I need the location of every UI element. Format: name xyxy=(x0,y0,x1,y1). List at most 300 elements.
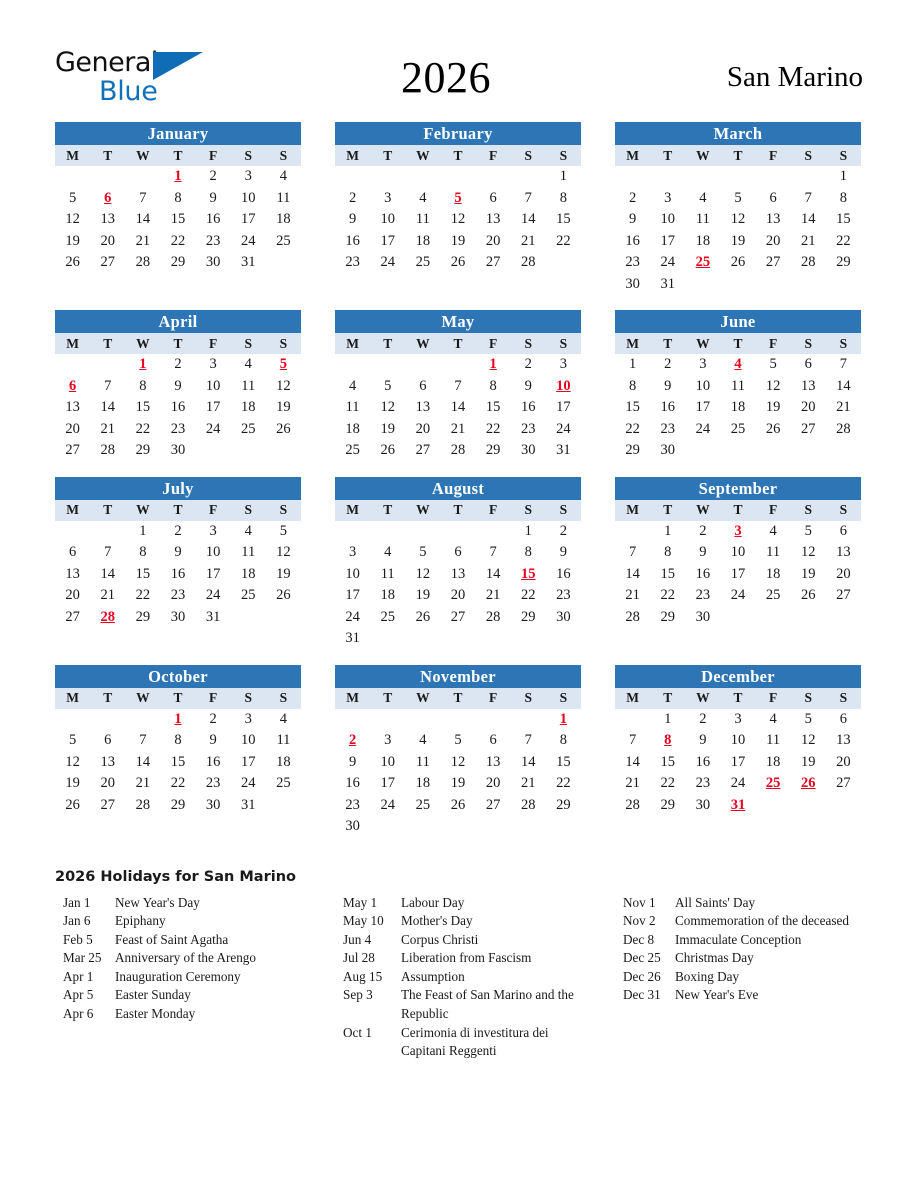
day-cell-holiday[interactable]: 5 xyxy=(279,356,288,373)
day-cell[interactable]: 4 xyxy=(419,732,427,749)
day-cell[interactable]: 23 xyxy=(205,232,221,249)
day-cell[interactable]: 7 xyxy=(524,732,532,749)
day-cell[interactable]: 2 xyxy=(524,356,532,373)
day-cell[interactable]: 26 xyxy=(765,420,781,437)
day-cell[interactable]: 14 xyxy=(625,565,640,582)
day-cell[interactable]: 11 xyxy=(415,211,430,228)
day-cell[interactable]: 19 xyxy=(380,420,395,437)
day-cell[interactable]: 18 xyxy=(241,399,256,416)
day-cell[interactable]: 13 xyxy=(100,211,115,228)
day-cell[interactable]: 5 xyxy=(804,710,812,727)
day-cell[interactable]: 30 xyxy=(625,275,640,292)
day-cell[interactable]: 2 xyxy=(348,189,357,206)
day-cell[interactable]: 14 xyxy=(485,565,501,582)
day-cell[interactable]: 3 xyxy=(348,544,357,561)
day-cell[interactable]: 4 xyxy=(769,710,777,727)
day-cell[interactable]: 17 xyxy=(730,565,746,582)
day-cell[interactable]: 10 xyxy=(380,211,395,228)
day-cell[interactable]: 20 xyxy=(65,420,80,437)
day-cell[interactable]: 7 xyxy=(628,544,637,561)
day-cell[interactable]: 7 xyxy=(104,377,112,394)
day-cell[interactable]: 29 xyxy=(660,608,675,625)
day-cell[interactable]: 4 xyxy=(419,189,427,206)
day-cell[interactable]: 9 xyxy=(209,732,217,749)
day-cell[interactable]: 28 xyxy=(100,442,115,459)
day-cell[interactable]: 5 xyxy=(279,522,288,539)
day-cell[interactable]: 27 xyxy=(65,608,80,625)
day-cell[interactable]: 7 xyxy=(628,732,637,749)
day-cell-holiday[interactable]: 15 xyxy=(521,565,536,582)
day-cell[interactable]: 25 xyxy=(380,608,395,625)
day-cell[interactable]: 22 xyxy=(485,420,501,437)
day-cell[interactable]: 9 xyxy=(174,377,182,394)
day-cell-holiday[interactable]: 1 xyxy=(174,168,182,185)
day-cell[interactable]: 2 xyxy=(628,189,637,206)
day-cell[interactable]: 15 xyxy=(625,399,640,416)
day-cell[interactable]: 22 xyxy=(556,232,571,249)
day-cell[interactable]: 18 xyxy=(415,775,431,792)
day-cell[interactable]: 8 xyxy=(489,377,497,394)
day-cell-holiday[interactable]: 25 xyxy=(765,775,781,792)
day-cell[interactable]: 27 xyxy=(100,796,115,813)
day-cell[interactable]: 30 xyxy=(695,796,711,813)
day-cell[interactable]: 30 xyxy=(205,796,221,813)
day-cell[interactable]: 25 xyxy=(345,442,360,459)
day-cell[interactable]: 13 xyxy=(100,753,115,770)
day-cell[interactable]: 29 xyxy=(170,254,186,271)
day-cell[interactable]: 14 xyxy=(450,399,466,416)
day-cell[interactable]: 8 xyxy=(524,544,532,561)
day-cell-holiday[interactable]: 10 xyxy=(556,377,571,394)
day-cell[interactable]: 12 xyxy=(450,211,466,228)
day-cell[interactable]: 14 xyxy=(521,753,536,770)
day-cell[interactable]: 11 xyxy=(380,565,395,582)
day-cell-holiday[interactable]: 1 xyxy=(139,356,147,373)
day-cell[interactable]: 23 xyxy=(345,254,360,271)
day-cell[interactable]: 17 xyxy=(205,399,221,416)
day-cell[interactable]: 15 xyxy=(556,211,571,228)
day-cell[interactable]: 21 xyxy=(135,775,151,792)
day-cell[interactable]: 31 xyxy=(556,442,571,459)
day-cell[interactable]: 27 xyxy=(415,442,431,459)
day-cell[interactable]: 9 xyxy=(524,377,532,394)
day-cell[interactable]: 8 xyxy=(139,544,147,561)
day-cell[interactable]: 17 xyxy=(241,211,256,228)
day-cell[interactable]: 25 xyxy=(241,587,256,604)
day-cell-holiday[interactable]: 3 xyxy=(734,522,742,539)
day-cell[interactable]: 12 xyxy=(276,377,291,394)
day-cell[interactable]: 18 xyxy=(276,753,291,770)
day-cell[interactable]: 17 xyxy=(241,753,256,770)
day-cell[interactable]: 28 xyxy=(521,254,536,271)
day-cell[interactable]: 28 xyxy=(135,796,151,813)
day-cell[interactable]: 3 xyxy=(209,522,217,539)
day-cell[interactable]: 23 xyxy=(695,587,711,604)
day-cell[interactable]: 8 xyxy=(628,377,637,394)
day-cell[interactable]: 4 xyxy=(699,189,707,206)
day-cell[interactable]: 16 xyxy=(170,399,186,416)
day-cell[interactable]: 13 xyxy=(485,211,501,228)
day-cell[interactable]: 21 xyxy=(521,232,536,249)
day-cell[interactable]: 11 xyxy=(345,399,360,416)
day-cell[interactable]: 21 xyxy=(625,587,640,604)
day-cell[interactable]: 21 xyxy=(100,420,115,437)
day-cell[interactable]: 17 xyxy=(345,587,360,604)
day-cell[interactable]: 1 xyxy=(628,356,637,373)
day-cell[interactable]: 24 xyxy=(730,775,746,792)
day-cell[interactable]: 27 xyxy=(836,775,851,792)
day-cell[interactable]: 29 xyxy=(836,254,851,271)
day-cell[interactable]: 30 xyxy=(170,442,186,459)
day-cell[interactable]: 9 xyxy=(348,753,357,770)
day-cell[interactable]: 11 xyxy=(276,189,291,206)
day-cell[interactable]: 2 xyxy=(209,168,217,185)
day-cell[interactable]: 1 xyxy=(839,168,848,185)
day-cell[interactable]: 15 xyxy=(556,753,571,770)
day-cell[interactable]: 16 xyxy=(345,232,360,249)
day-cell[interactable]: 14 xyxy=(836,377,851,394)
day-cell[interactable]: 7 xyxy=(804,189,812,206)
day-cell[interactable]: 11 xyxy=(276,732,291,749)
day-cell[interactable]: 28 xyxy=(836,420,851,437)
day-cell[interactable]: 17 xyxy=(660,232,675,249)
day-cell[interactable]: 13 xyxy=(836,732,851,749)
day-cell[interactable]: 8 xyxy=(174,189,182,206)
day-cell[interactable]: 15 xyxy=(660,565,675,582)
day-cell[interactable]: 20 xyxy=(485,232,501,249)
day-cell[interactable]: 20 xyxy=(415,420,431,437)
day-cell[interactable]: 19 xyxy=(450,232,466,249)
day-cell[interactable]: 5 xyxy=(804,522,812,539)
day-cell[interactable]: 17 xyxy=(380,775,395,792)
day-cell[interactable]: 28 xyxy=(485,608,501,625)
day-cell[interactable]: 4 xyxy=(384,544,392,561)
day-cell[interactable]: 20 xyxy=(485,775,501,792)
day-cell[interactable]: 16 xyxy=(556,565,571,582)
day-cell[interactable]: 23 xyxy=(625,254,640,271)
day-cell[interactable]: 14 xyxy=(801,211,816,228)
day-cell[interactable]: 6 xyxy=(68,544,77,561)
day-cell[interactable]: 11 xyxy=(766,544,781,561)
day-cell[interactable]: 12 xyxy=(65,211,80,228)
day-cell[interactable]: 29 xyxy=(625,442,640,459)
day-cell[interactable]: 30 xyxy=(556,608,571,625)
day-cell-holiday[interactable]: 31 xyxy=(730,796,746,813)
day-cell[interactable]: 24 xyxy=(380,796,395,813)
day-cell[interactable]: 14 xyxy=(135,211,151,228)
day-cell[interactable]: 9 xyxy=(174,544,182,561)
day-cell[interactable]: 21 xyxy=(100,587,115,604)
day-cell[interactable]: 12 xyxy=(801,732,816,749)
day-cell[interactable]: 14 xyxy=(625,753,640,770)
day-cell[interactable]: 25 xyxy=(276,232,291,249)
day-cell[interactable]: 2 xyxy=(699,710,707,727)
day-cell[interactable]: 19 xyxy=(450,775,466,792)
day-cell[interactable]: 10 xyxy=(241,732,256,749)
day-cell[interactable]: 20 xyxy=(836,753,851,770)
day-cell[interactable]: 24 xyxy=(556,420,571,437)
day-cell-holiday[interactable]: 6 xyxy=(104,189,112,206)
day-cell[interactable]: 25 xyxy=(730,420,746,437)
day-cell[interactable]: 2 xyxy=(699,522,707,539)
day-cell[interactable]: 8 xyxy=(559,189,568,206)
day-cell[interactable]: 26 xyxy=(415,608,431,625)
day-cell[interactable]: 12 xyxy=(730,211,746,228)
day-cell[interactable]: 21 xyxy=(801,232,816,249)
day-cell[interactable]: 16 xyxy=(345,775,360,792)
day-cell[interactable]: 6 xyxy=(489,732,497,749)
day-cell[interactable]: 26 xyxy=(65,796,80,813)
day-cell[interactable]: 6 xyxy=(454,544,462,561)
day-cell[interactable]: 23 xyxy=(521,420,536,437)
day-cell[interactable]: 24 xyxy=(730,587,746,604)
day-cell[interactable]: 29 xyxy=(485,442,501,459)
day-cell[interactable]: 24 xyxy=(345,608,360,625)
day-cell[interactable]: 6 xyxy=(104,732,112,749)
day-cell[interactable]: 28 xyxy=(450,442,466,459)
day-cell[interactable]: 30 xyxy=(205,254,221,271)
day-cell[interactable]: 27 xyxy=(485,796,501,813)
day-cell[interactable]: 27 xyxy=(765,254,781,271)
day-cell[interactable]: 17 xyxy=(730,753,746,770)
day-cell[interactable]: 31 xyxy=(241,796,256,813)
day-cell[interactable]: 26 xyxy=(380,442,395,459)
day-cell[interactable]: 3 xyxy=(384,732,392,749)
day-cell[interactable]: 10 xyxy=(205,377,221,394)
day-cell[interactable]: 14 xyxy=(100,399,115,416)
day-cell[interactable]: 20 xyxy=(801,399,816,416)
day-cell[interactable]: 26 xyxy=(801,587,816,604)
day-cell[interactable]: 26 xyxy=(276,587,291,604)
day-cell[interactable]: 12 xyxy=(450,753,466,770)
day-cell[interactable]: 19 xyxy=(415,587,431,604)
day-cell[interactable]: 12 xyxy=(380,399,395,416)
day-cell[interactable]: 10 xyxy=(345,565,360,582)
day-cell[interactable]: 26 xyxy=(65,254,80,271)
day-cell[interactable]: 23 xyxy=(205,775,221,792)
day-cell[interactable]: 11 xyxy=(415,753,430,770)
day-cell[interactable]: 18 xyxy=(695,232,711,249)
day-cell[interactable]: 16 xyxy=(205,211,221,228)
day-cell-holiday[interactable]: 2 xyxy=(348,732,357,749)
day-cell[interactable]: 16 xyxy=(695,753,711,770)
day-cell[interactable]: 20 xyxy=(765,232,781,249)
day-cell[interactable]: 2 xyxy=(174,356,182,373)
day-cell[interactable]: 12 xyxy=(276,544,291,561)
day-cell[interactable]: 15 xyxy=(135,399,151,416)
day-cell[interactable]: 2 xyxy=(174,522,182,539)
day-cell[interactable]: 18 xyxy=(765,565,781,582)
day-cell[interactable]: 15 xyxy=(836,211,851,228)
day-cell[interactable]: 8 xyxy=(664,544,672,561)
day-cell[interactable]: 27 xyxy=(450,608,466,625)
day-cell[interactable]: 4 xyxy=(348,377,357,394)
day-cell[interactable]: 5 xyxy=(68,189,77,206)
day-cell-holiday[interactable]: 25 xyxy=(695,254,711,271)
day-cell[interactable]: 26 xyxy=(450,796,466,813)
day-cell[interactable]: 6 xyxy=(489,189,497,206)
day-cell[interactable]: 22 xyxy=(170,775,186,792)
day-cell[interactable]: 21 xyxy=(625,775,640,792)
day-cell[interactable]: 30 xyxy=(695,608,711,625)
day-cell[interactable]: 15 xyxy=(135,565,151,582)
day-cell[interactable]: 6 xyxy=(419,377,427,394)
day-cell[interactable]: 6 xyxy=(839,522,848,539)
day-cell-holiday[interactable]: 28 xyxy=(100,608,115,625)
day-cell[interactable]: 19 xyxy=(65,775,80,792)
day-cell[interactable]: 7 xyxy=(489,544,497,561)
day-cell[interactable]: 10 xyxy=(205,544,221,561)
day-cell[interactable]: 31 xyxy=(345,630,360,647)
day-cell[interactable]: 27 xyxy=(100,254,115,271)
day-cell[interactable]: 21 xyxy=(836,399,851,416)
day-cell[interactable]: 11 xyxy=(695,211,710,228)
day-cell[interactable]: 3 xyxy=(699,356,707,373)
day-cell[interactable]: 22 xyxy=(660,587,675,604)
day-cell[interactable]: 12 xyxy=(65,753,80,770)
day-cell[interactable]: 3 xyxy=(209,356,217,373)
day-cell[interactable]: 3 xyxy=(244,710,252,727)
day-cell[interactable]: 14 xyxy=(135,753,151,770)
day-cell-holiday[interactable]: 6 xyxy=(68,377,77,394)
day-cell[interactable]: 1 xyxy=(664,522,672,539)
day-cell[interactable]: 29 xyxy=(135,442,151,459)
day-cell[interactable]: 20 xyxy=(450,587,466,604)
day-cell[interactable]: 19 xyxy=(276,565,291,582)
day-cell[interactable]: 20 xyxy=(100,775,115,792)
day-cell[interactable]: 24 xyxy=(241,232,256,249)
day-cell[interactable]: 22 xyxy=(170,232,186,249)
day-cell[interactable]: 8 xyxy=(139,377,147,394)
day-cell[interactable]: 17 xyxy=(556,399,571,416)
day-cell[interactable]: 6 xyxy=(769,189,777,206)
day-cell[interactable]: 28 xyxy=(135,254,151,271)
day-cell[interactable]: 18 xyxy=(380,587,395,604)
day-cell[interactable]: 28 xyxy=(625,608,640,625)
day-cell[interactable]: 22 xyxy=(135,420,151,437)
day-cell[interactable]: 4 xyxy=(244,356,252,373)
day-cell[interactable]: 1 xyxy=(524,522,532,539)
day-cell[interactable]: 21 xyxy=(521,775,536,792)
day-cell[interactable]: 31 xyxy=(241,254,256,271)
day-cell[interactable]: 26 xyxy=(276,420,291,437)
day-cell[interactable]: 9 xyxy=(699,732,707,749)
day-cell[interactable]: 18 xyxy=(415,232,431,249)
day-cell[interactable]: 3 xyxy=(664,189,672,206)
day-cell[interactable]: 5 xyxy=(419,544,427,561)
day-cell[interactable]: 5 xyxy=(384,377,392,394)
day-cell[interactable]: 15 xyxy=(170,211,186,228)
day-cell[interactable]: 24 xyxy=(205,587,221,604)
day-cell[interactable]: 2 xyxy=(209,710,217,727)
day-cell[interactable]: 8 xyxy=(839,189,848,206)
day-cell[interactable]: 21 xyxy=(485,587,501,604)
day-cell[interactable]: 19 xyxy=(730,232,746,249)
day-cell[interactable]: 18 xyxy=(276,211,291,228)
day-cell[interactable]: 24 xyxy=(205,420,221,437)
day-cell[interactable]: 9 xyxy=(209,189,217,206)
day-cell[interactable]: 16 xyxy=(205,753,221,770)
day-cell[interactable]: 24 xyxy=(695,420,711,437)
day-cell[interactable]: 23 xyxy=(695,775,711,792)
day-cell[interactable]: 25 xyxy=(765,587,781,604)
day-cell[interactable]: 13 xyxy=(765,211,781,228)
day-cell[interactable]: 17 xyxy=(695,399,711,416)
day-cell-holiday[interactable]: 5 xyxy=(454,189,462,206)
day-cell[interactable]: 29 xyxy=(556,796,571,813)
day-cell[interactable]: 10 xyxy=(730,544,746,561)
day-cell[interactable]: 3 xyxy=(734,710,742,727)
day-cell[interactable]: 8 xyxy=(559,732,568,749)
day-cell[interactable]: 13 xyxy=(415,399,431,416)
day-cell[interactable]: 20 xyxy=(836,565,851,582)
day-cell[interactable]: 9 xyxy=(664,377,672,394)
day-cell[interactable]: 4 xyxy=(279,168,288,185)
day-cell-holiday[interactable]: 1 xyxy=(174,710,182,727)
day-cell[interactable]: 12 xyxy=(765,377,781,394)
day-cell[interactable]: 28 xyxy=(521,796,536,813)
day-cell-holiday[interactable]: 26 xyxy=(801,775,816,792)
day-cell[interactable]: 10 xyxy=(380,753,395,770)
day-cell[interactable]: 30 xyxy=(345,818,360,835)
day-cell[interactable]: 12 xyxy=(801,544,816,561)
day-cell[interactable]: 5 xyxy=(734,189,742,206)
day-cell[interactable]: 16 xyxy=(521,399,536,416)
day-cell[interactable]: 1 xyxy=(559,168,568,185)
day-cell-holiday[interactable]: 1 xyxy=(559,710,568,727)
day-cell[interactable]: 27 xyxy=(485,254,501,271)
day-cell[interactable]: 16 xyxy=(625,232,640,249)
day-cell[interactable]: 12 xyxy=(415,565,431,582)
day-cell[interactable]: 7 xyxy=(139,732,147,749)
day-cell[interactable]: 14 xyxy=(521,211,536,228)
day-cell[interactable]: 18 xyxy=(345,420,360,437)
day-cell[interactable]: 7 xyxy=(104,544,112,561)
day-cell[interactable]: 18 xyxy=(765,753,781,770)
day-cell[interactable]: 16 xyxy=(170,565,186,582)
day-cell[interactable]: 2 xyxy=(664,356,672,373)
day-cell[interactable]: 5 xyxy=(769,356,777,373)
day-cell[interactable]: 23 xyxy=(556,587,571,604)
day-cell[interactable]: 28 xyxy=(625,796,640,813)
day-cell[interactable]: 13 xyxy=(65,565,80,582)
day-cell[interactable]: 18 xyxy=(730,399,746,416)
day-cell-holiday[interactable]: 1 xyxy=(489,356,497,373)
day-cell[interactable]: 29 xyxy=(521,608,536,625)
day-cell[interactable]: 1 xyxy=(139,522,147,539)
day-cell[interactable]: 20 xyxy=(100,232,115,249)
day-cell[interactable]: 10 xyxy=(660,211,675,228)
day-cell[interactable]: 10 xyxy=(730,732,746,749)
day-cell[interactable]: 21 xyxy=(135,232,151,249)
day-cell[interactable]: 27 xyxy=(836,587,851,604)
day-cell[interactable]: 4 xyxy=(279,710,288,727)
day-cell[interactable]: 27 xyxy=(65,442,80,459)
day-cell[interactable]: 13 xyxy=(65,399,80,416)
day-cell[interactable]: 8 xyxy=(174,732,182,749)
day-cell[interactable]: 15 xyxy=(485,399,501,416)
day-cell-holiday[interactable]: 8 xyxy=(664,732,672,749)
day-cell[interactable]: 9 xyxy=(628,211,637,228)
day-cell[interactable]: 11 xyxy=(731,377,745,394)
day-cell[interactable]: 24 xyxy=(660,254,675,271)
day-cell[interactable]: 7 xyxy=(454,377,462,394)
day-cell[interactable]: 21 xyxy=(450,420,466,437)
day-cell[interactable]: 25 xyxy=(415,254,431,271)
day-cell[interactable]: 4 xyxy=(244,522,252,539)
day-cell[interactable]: 23 xyxy=(345,796,360,813)
day-cell[interactable]: 11 xyxy=(241,377,256,394)
